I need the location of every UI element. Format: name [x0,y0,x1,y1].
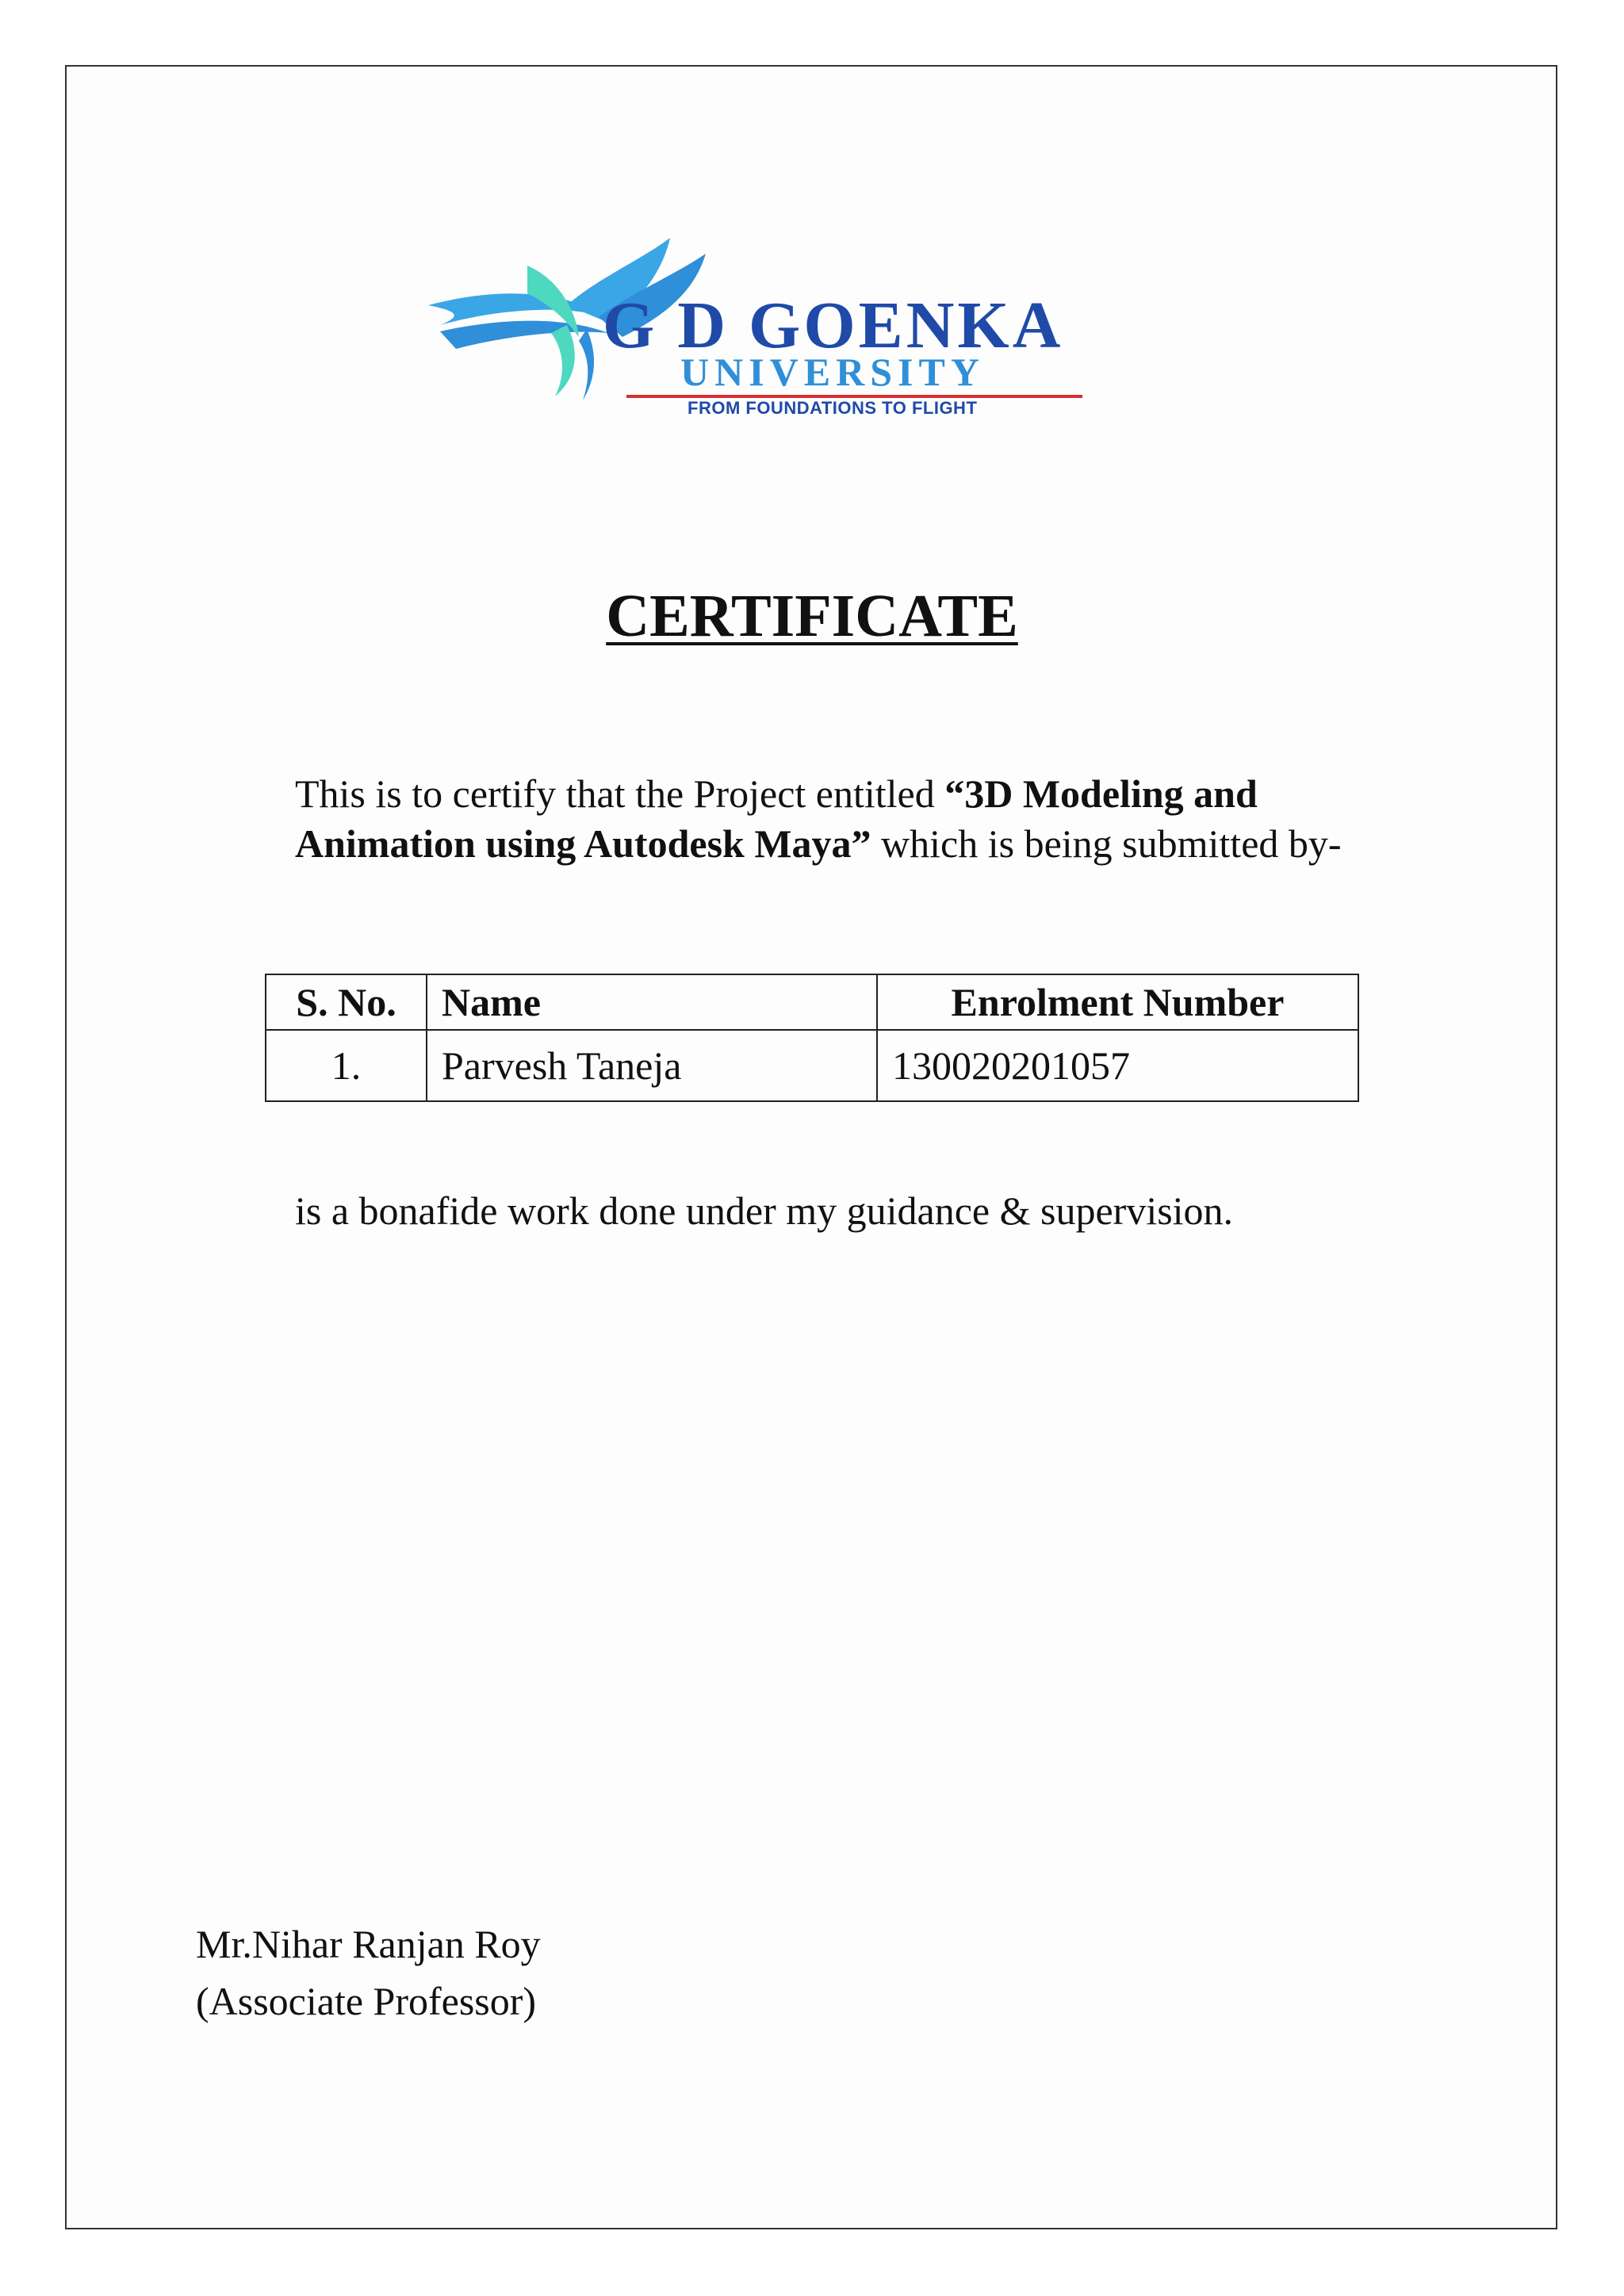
signatory-designation: (Associate Professor) [196,1979,537,2023]
header-name: Name [427,974,877,1030]
university-logo [408,230,1134,428]
logo-tail [579,329,594,400]
logo-name: G D GOENKA [603,289,1064,362]
logo-tagline: FROM FOUNDATIONS TO FLIGHT [688,398,978,418]
cell-enrolment: 130020201057 [877,1030,1358,1101]
intro-suffix: which is being submitted by- [871,821,1342,866]
cell-sno: 1. [266,1030,427,1101]
logo-university: UNIVERSITY [680,350,985,394]
cell-name: Parvesh Taneja [427,1030,877,1101]
student-table [265,974,1359,1102]
table-row [266,1030,1358,1101]
certificate-closing: is a bonafide work done under my guidance & supervision. [295,1188,1234,1233]
certificate-title: CERTIFICATE [606,583,1018,649]
signatory-block [196,1915,541,2030]
header-enrolment: Enrolment Number [877,974,1358,1030]
logo-body [551,325,575,396]
table-header-row [266,974,1358,1030]
signatory-name: Mr.Nihar Ranjan Roy [196,1922,541,1966]
certificate-intro [295,769,1389,869]
intro-prefix: This is to certify that the Project entitled [295,771,945,816]
header-sno: S. No. [266,974,427,1030]
project-title: “3D Modeling and Animation using Autodesk Maya” [295,771,1258,866]
